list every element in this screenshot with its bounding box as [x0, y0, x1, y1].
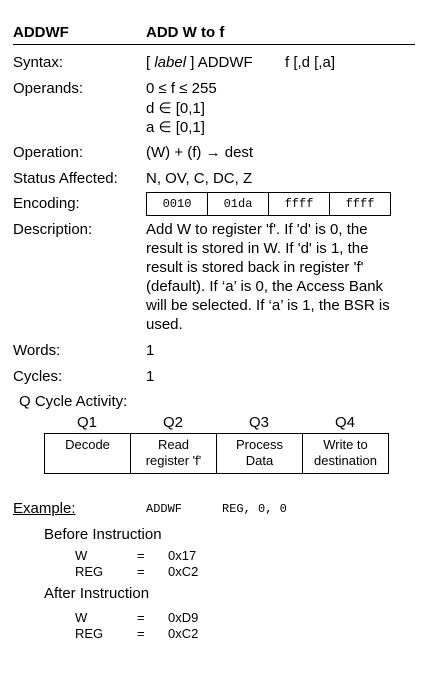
q-cell-line: Decode — [65, 437, 110, 452]
before-w-name: W — [75, 548, 88, 563]
instruction-title: ADD W to f — [146, 24, 225, 41]
operand-a-range: a ∈ [0,1] — [146, 119, 205, 136]
operand-d-range: d ∈ [0,1] — [146, 100, 205, 117]
q-header-q3: Q3 — [248, 414, 269, 431]
cycles-value: 1 — [146, 368, 155, 385]
q-cell-q4 — [303, 434, 389, 474]
syntax-args: f [,d [,a] — [285, 54, 336, 71]
after-w-eq: = — [137, 610, 145, 625]
syntax-label-word: label — [154, 54, 187, 71]
q-cycle-table — [44, 433, 389, 474]
status-label: Status Affected: — [13, 170, 118, 187]
instruction-mnemonic: ADDWF — [13, 24, 69, 41]
q-header-q2: Q2 — [162, 414, 183, 431]
operation-label: Operation: — [13, 144, 84, 161]
operands-label: Operands: — [13, 80, 84, 97]
syntax-mnemonic: ] ADDWF — [186, 54, 253, 71]
before-w-value: 0x17 — [168, 548, 197, 563]
q-cell-line: Data — [245, 453, 274, 468]
operation-value: (W) + (f) → dest — [146, 144, 254, 161]
example-instruction: ADDWF — [146, 502, 183, 516]
after-w-name: W — [75, 610, 88, 625]
q-cell-line: Write to — [323, 437, 368, 452]
q-cell-line: register 'f' — [145, 453, 202, 468]
description-text: Add W to register 'f'. If 'd' is 0, the result is stored in W. If 'd' is 1, the result is stored back in register 'f' (default). If ‘a’ is 0, the Access Bank will be selected. If ‘a’ is 1, the BSR is used. — [146, 221, 390, 333]
status-value: N, OV, C, DC, Z — [146, 170, 253, 187]
example-label: Example: — [13, 500, 76, 517]
words-label: Words: — [13, 342, 61, 359]
before-reg-value: 0xC2 — [168, 564, 199, 579]
q-cell-q3 — [217, 434, 303, 474]
syntax-value — [146, 54, 253, 71]
encoding-cell: 0010 — [147, 193, 208, 216]
before-reg-eq: = — [137, 564, 145, 579]
q-header-q4: Q4 — [334, 414, 355, 431]
header-divider — [13, 44, 415, 45]
encoding-label: Encoding: — [13, 195, 80, 212]
before-reg-name: REG — [75, 564, 104, 579]
q-cycle-label: Q Cycle Activity: — [19, 393, 128, 410]
cycles-label: Cycles: — [13, 368, 63, 385]
encoding-cell: ffff — [269, 193, 330, 216]
encoding-cell: 01da — [208, 193, 269, 216]
before-instruction-label: Before Instruction — [44, 526, 162, 543]
q-cell-line: destination — [314, 453, 377, 468]
encoding-table — [146, 192, 391, 216]
q-cell-line: Process — [236, 437, 283, 452]
after-reg-value: 0xC2 — [168, 626, 199, 641]
q-cell-line: Read — [157, 437, 190, 452]
after-reg-name: REG — [75, 626, 104, 641]
operand-f-range: 0 ≤ f ≤ 255 — [146, 80, 217, 97]
encoding-cell: ffff — [330, 193, 391, 216]
after-w-value: 0xD9 — [168, 610, 199, 625]
q-header-q1: Q1 — [76, 414, 97, 431]
q-cell-q2 — [131, 434, 217, 474]
description-label: Description: — [13, 221, 93, 238]
q-cell-q1 — [45, 434, 131, 474]
syntax-open-bracket: [ — [146, 54, 155, 71]
after-reg-eq: = — [137, 626, 145, 641]
words-value: 1 — [146, 342, 155, 359]
after-instruction-label: After Instruction — [44, 585, 150, 602]
syntax-label: Syntax: — [13, 54, 64, 71]
example-operands: REG, 0, 0 — [222, 502, 287, 516]
before-w-eq: = — [137, 548, 145, 563]
